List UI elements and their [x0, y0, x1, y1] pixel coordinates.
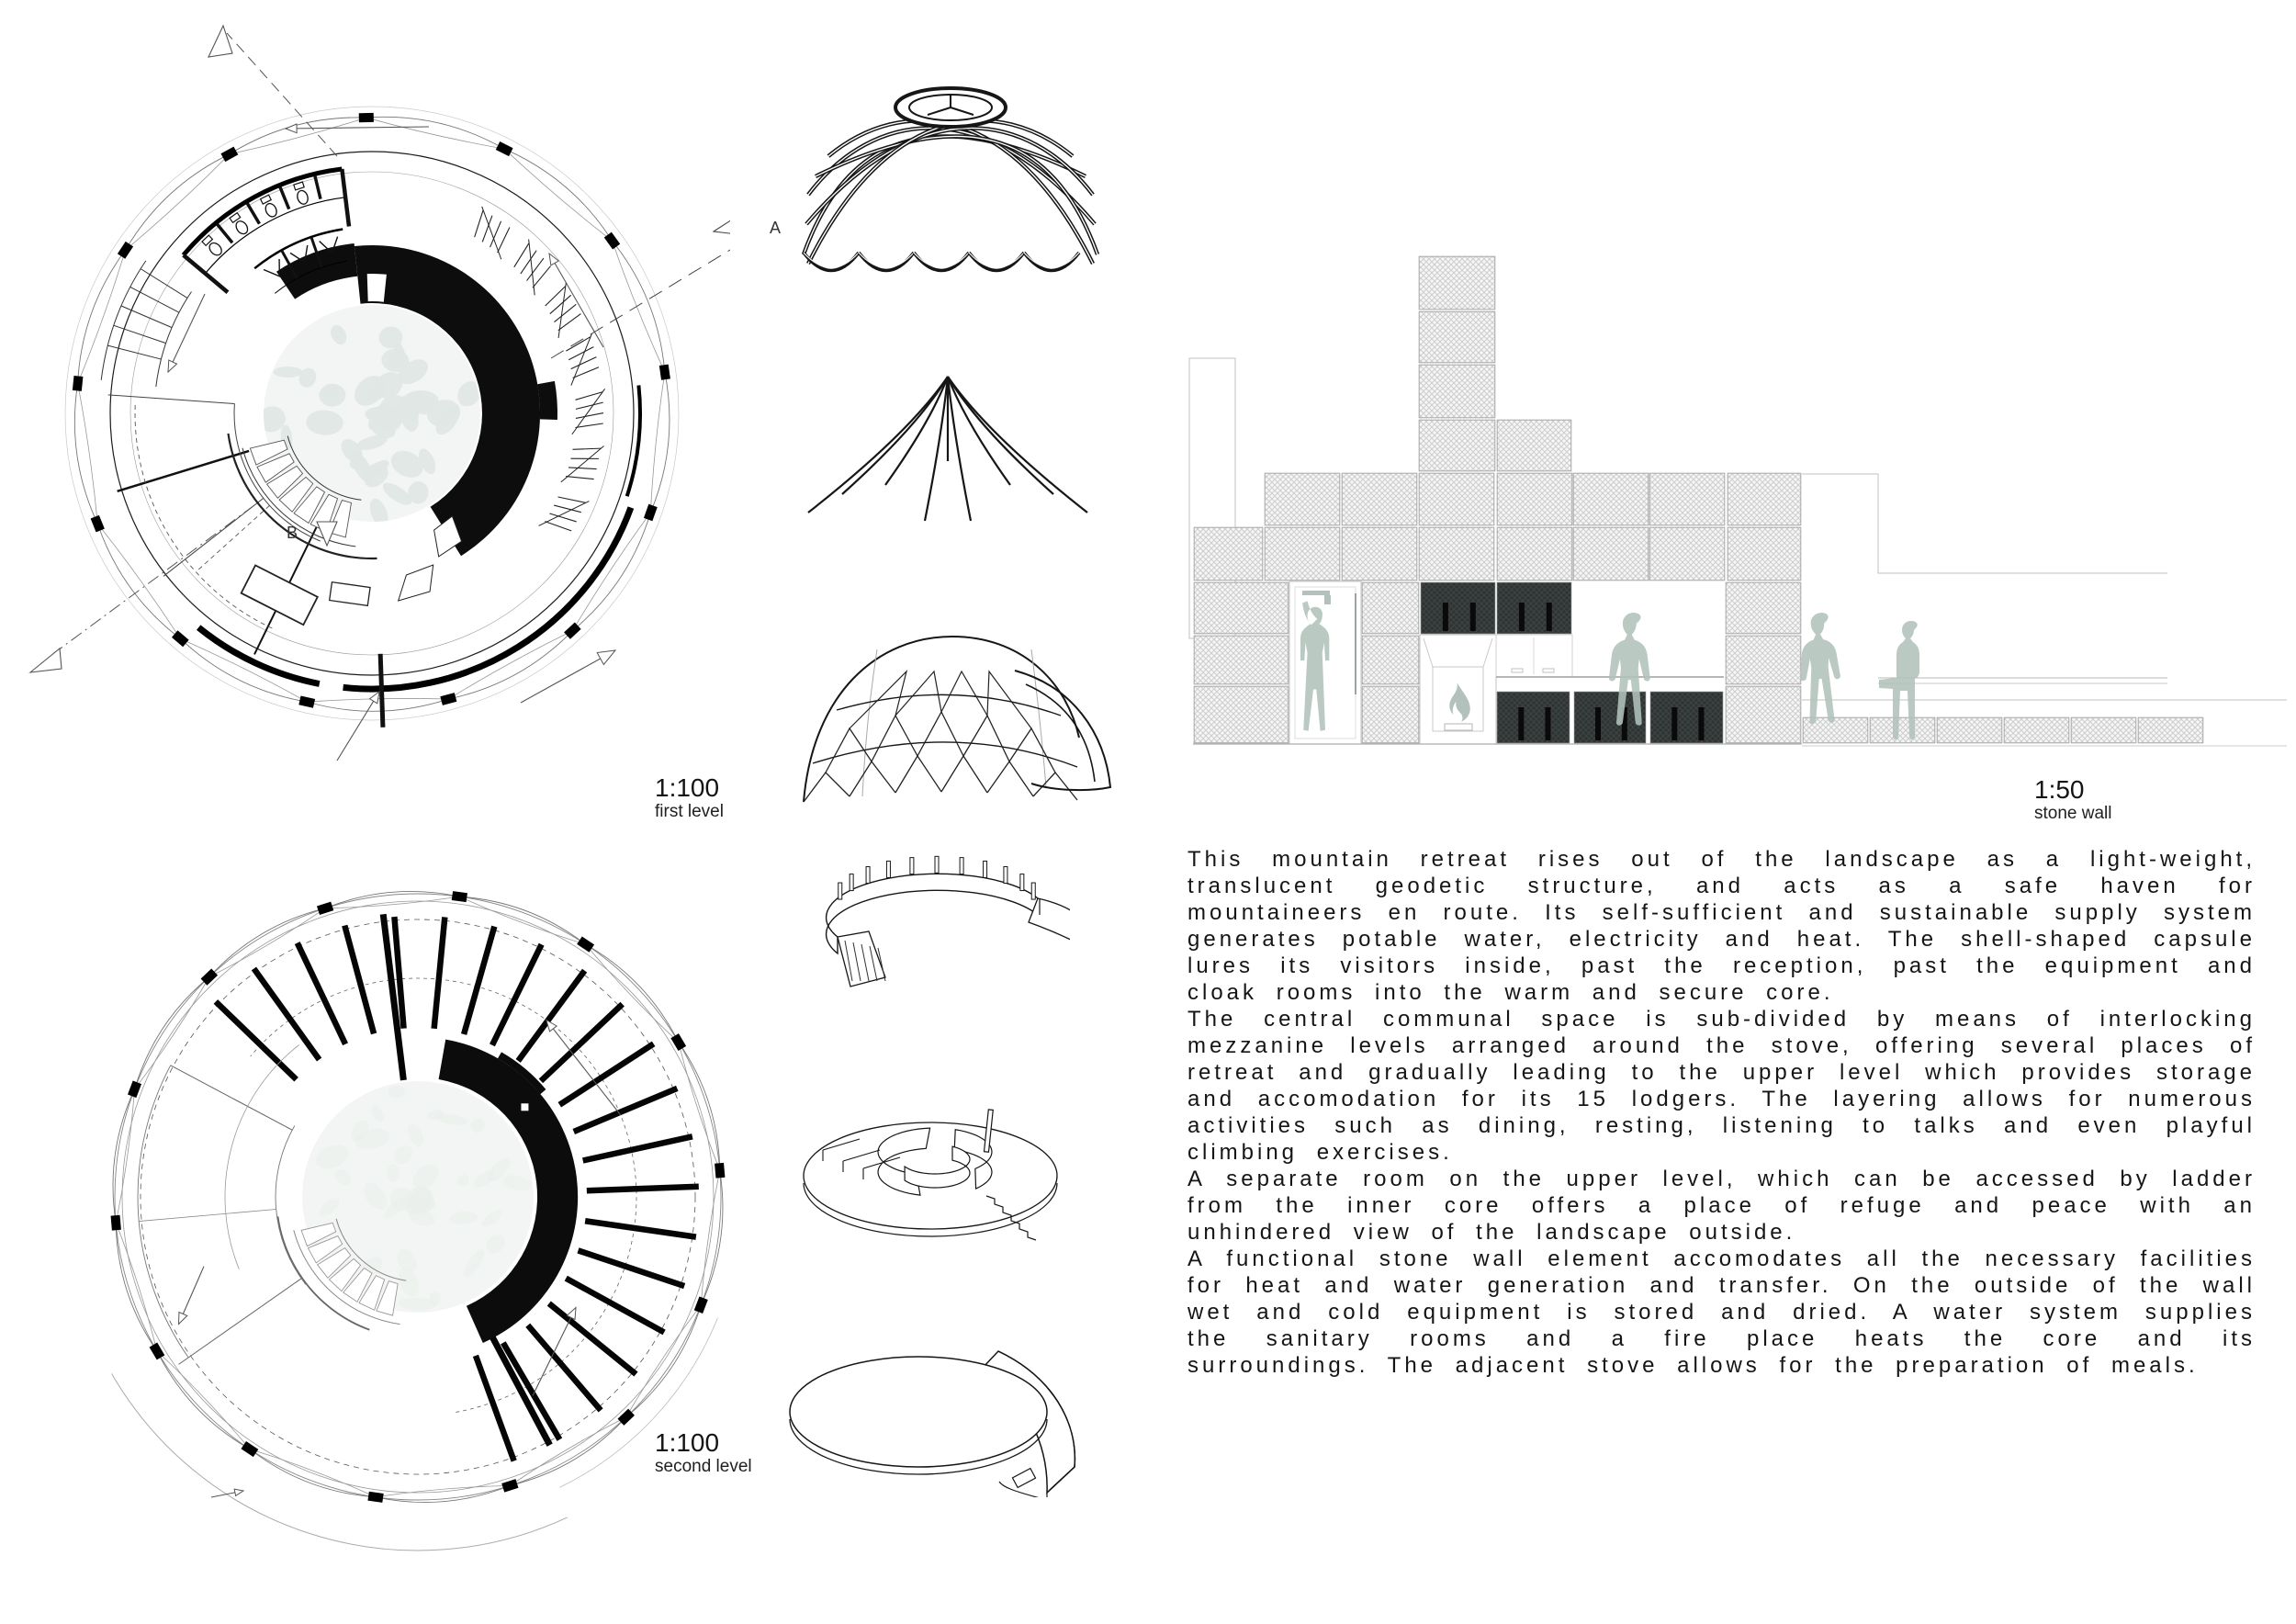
mezzanine-ramp-diagram	[808, 838, 1070, 998]
woven-gridshell-dome-diagram	[790, 57, 1111, 333]
woven-dome	[804, 88, 1097, 271]
section-marker-b: B	[287, 524, 298, 542]
description-paragraph: A functional stone wall element accomodates all the necessary facilities for heat and water generation and transfer. On the outside of the wall wet and cold equipment is stored and dried. A water system supplies the sanitary rooms and a fire place heats the core and its surroundings. The adjacent stove allows for the preparation of meals.	[1187, 1246, 2256, 1378]
stone-wall-name: stone wall	[2034, 804, 2112, 824]
shower-head-icon	[1302, 591, 1330, 595]
shower-niche	[1289, 581, 1361, 744]
mezzanine-ramp	[827, 856, 1070, 987]
first-level-scale: 1:100	[655, 773, 720, 802]
second-level-name: second level	[655, 1457, 752, 1477]
description-paragraph: The central communal space is sub-divided by means of interlocking mezzanine levels arranged around the stove, offering several places of retreat and gradually leading to the upper level which provides storage and accomodation for its 15 lodgers. The layering allows for numerous activities such as dining, resting, listening to talks and even playful climbing exercises.	[1187, 1007, 2256, 1165]
first-level-name: first level	[655, 802, 724, 822]
geodesic-dome-diagram	[785, 592, 1125, 831]
foundation-disc	[790, 1351, 1075, 1497]
second-level-drawing	[112, 891, 723, 1550]
figure-leaning	[1796, 612, 1842, 724]
first-level-drawing	[30, 26, 730, 761]
project-description	[1187, 846, 2256, 1379]
chimney	[1419, 256, 1571, 471]
stone-wall-scale: 1:50	[2034, 775, 2085, 804]
section-marker-a: A	[770, 219, 782, 237]
first-level-label	[655, 774, 724, 823]
fireplace-niche	[1420, 635, 1496, 744]
first-level-plan	[14, 18, 730, 802]
ground-floor-core-diagram	[797, 1084, 1064, 1254]
description-paragraph: This mountain retreat rises out of the landscape as a light-weight, translucent geodetic structure, and acts as a safe haven for mountaineers en route. Its self-sufficient and sustainable supply system generates potable water, electricity and heat. The shell-shaped capsule lures its visitors inside, past the reception, past the equipment and cloak rooms into the warm and secure core.	[1187, 847, 2256, 1005]
stone-wall-label	[2034, 776, 2112, 825]
second-level-label	[655, 1429, 752, 1478]
elevation-drawing	[1189, 256, 2287, 746]
rib-frame	[808, 377, 1087, 521]
description-paragraph: A separate room on the upper level, which can be accessed by ladder from the inner core offers a place of refuge and peace with an unhindered view of the landscape outside.	[1187, 1167, 2256, 1245]
geodesic-dome	[804, 637, 1110, 802]
second-level-plan	[51, 859, 794, 1612]
foundation-disc-diagram	[782, 1336, 1099, 1497]
second-level-scale: 1:100	[655, 1428, 720, 1457]
stone-wall-elevation	[1176, 237, 2296, 770]
rib-umbrella-frame-diagram	[801, 358, 1095, 533]
core-plate	[804, 1110, 1057, 1240]
